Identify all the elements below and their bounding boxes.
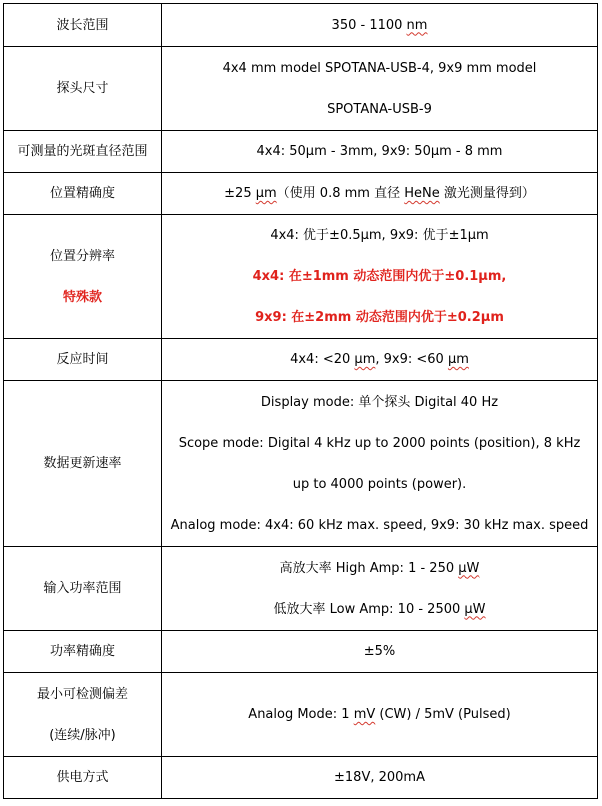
table-row	[4, 173, 598, 215]
row-label	[4, 673, 162, 757]
unit-text: nm	[406, 17, 428, 33]
value-text: (CW) / 5mV (Pulsed)	[375, 707, 511, 722]
table-row	[4, 673, 598, 757]
value-text: 低放大率 Low Amp: 10 - 2500	[273, 601, 465, 617]
row-label: 功率精确度	[4, 631, 162, 673]
row-value: ±18V, 200mA	[162, 757, 598, 799]
value-line	[166, 548, 593, 589]
value-text: （使用 0.8 mm 直径	[276, 186, 405, 201]
table-row	[4, 757, 598, 799]
label-text: 位置分辨率	[49, 248, 115, 264]
table-row	[4, 215, 598, 339]
row-label: 输入功率范围	[4, 547, 162, 631]
row-value: ±5%	[162, 631, 598, 673]
table-row	[4, 4, 598, 47]
spec-table	[3, 3, 598, 799]
unit-text: μW	[464, 601, 486, 617]
row-label: 可测量的光斑直径范围	[4, 131, 162, 173]
unit-text: μm	[447, 352, 469, 367]
unit-text: μm	[354, 352, 376, 367]
unit-text: μm	[255, 186, 277, 201]
row-label: 供电方式	[4, 757, 162, 799]
row-value	[162, 4, 598, 47]
table-row	[4, 381, 598, 547]
value-text: 激光测量得到）	[439, 186, 535, 201]
value-line	[166, 589, 593, 630]
value-line-highlight: 4x4: 在±1mm 动态范围内优于±0.1μm,	[252, 269, 507, 284]
unit-text: mV	[353, 707, 376, 722]
value-line: 4x4 mm model SPOTANA-USB-4, 9x9 mm model	[222, 60, 537, 76]
value-text: 4x4: <20	[290, 352, 355, 367]
table-row	[4, 339, 598, 381]
row-value	[162, 547, 598, 631]
special-note: 特殊款	[62, 289, 102, 305]
table-row	[4, 47, 598, 131]
row-label: 反应时间	[4, 339, 162, 381]
table-row	[4, 547, 598, 631]
row-label: 数据更新速率	[4, 381, 162, 547]
value-text: 350 - 1100	[331, 17, 407, 33]
row-value	[162, 47, 598, 131]
table-row	[4, 631, 598, 673]
row-value	[162, 673, 598, 757]
value-line: up to 4000 points (power).	[292, 476, 467, 492]
value-line: Display mode: 单个探头 Digital 40 Hz	[260, 394, 499, 410]
value-line-highlight: 9x9: 在±2mm 动态范围内优于±0.2μm	[255, 310, 504, 325]
value-line: 4x4: 优于±0.5μm, 9x9: 优于±1μm	[270, 228, 489, 243]
hene-text: HeNe	[404, 186, 440, 201]
row-value	[162, 381, 598, 547]
unit-text: μW	[458, 560, 480, 576]
label-note: (连续/脉冲)	[49, 727, 116, 743]
row-value	[162, 173, 598, 215]
value-text: ±25	[224, 186, 256, 201]
row-label: 探头尺寸	[4, 47, 162, 131]
row-value	[162, 339, 598, 381]
value-text: , 9x9: <60	[375, 352, 448, 367]
value-text: Analog Mode: 1	[248, 707, 354, 722]
row-value: 4x4: 50μm - 3mm, 9x9: 50μm - 8 mm	[162, 131, 598, 173]
row-label: 波长范围	[4, 4, 162, 47]
value-text: 高放大率 High Amp: 1 - 250	[279, 560, 459, 576]
row-label: 位置精确度	[4, 173, 162, 215]
table-row	[4, 131, 598, 173]
row-label	[4, 215, 162, 339]
row-value	[162, 215, 598, 339]
label-text: 最小可检测偏差	[36, 686, 128, 702]
value-line: SPOTANA-USB-9	[327, 101, 432, 117]
value-line: Scope mode: Digital 4 kHz up to 2000 points (position), 8 kHz	[178, 435, 581, 451]
value-line: Analog mode: 4x4: 60 kHz max. speed, 9x9: 30 kHz max. speed	[170, 517, 589, 533]
